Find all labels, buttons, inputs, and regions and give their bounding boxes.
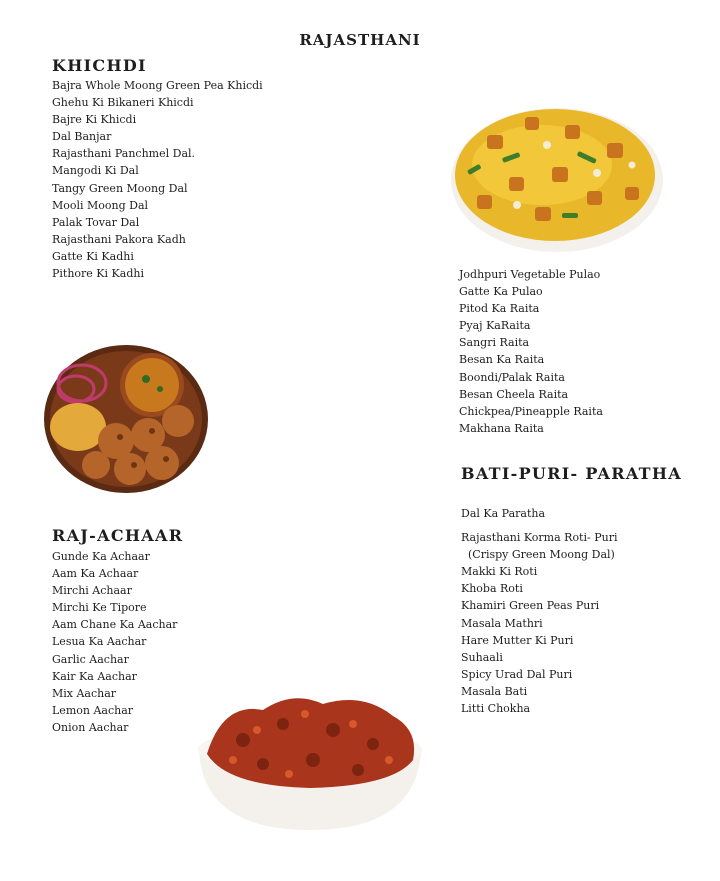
list-item: Jodhpuri Vegetable Pulao xyxy=(459,268,601,281)
list-item: Rajasthani Korma Roti- Puri xyxy=(461,531,618,545)
list-item: Mix Aachar xyxy=(52,686,117,700)
raj-achaar-heading: RAJ-ACHAAR xyxy=(52,526,184,545)
list-item: Mooli Moong Dal xyxy=(52,198,149,212)
list-item: Pitod Ka Raita xyxy=(459,302,540,316)
raj-achaar-list xyxy=(52,548,177,736)
list-item: Onion Aachar xyxy=(52,720,129,734)
list-item: Rajasthani Pakora Kadh xyxy=(52,232,186,246)
list-item: Masala Mathri xyxy=(461,616,543,630)
list-item: Mirchi Ke Tipore xyxy=(52,601,147,615)
list-item: Tangy Green Moong Dal xyxy=(52,181,188,195)
list-item: Lesua Ka Aachar xyxy=(52,635,147,649)
list-item: Khoba Roti xyxy=(461,582,523,596)
list-item: Garlic Aachar xyxy=(52,652,129,666)
list-item: Chickpea/Pineapple Raita xyxy=(459,404,603,418)
list-item: Aam Chane Ka Aachar xyxy=(52,618,178,632)
pulao-plate-image xyxy=(447,95,665,255)
list-item: Makki Ki Roti xyxy=(461,565,538,579)
list-item: Rajasthani Panchmel Dal. xyxy=(52,147,196,161)
list-item: Masala Bati xyxy=(461,684,528,698)
list-item: Gatte Ki Kadhi xyxy=(52,249,134,263)
list-item xyxy=(461,522,617,529)
list-item: Gatte Ka Pulao xyxy=(459,285,543,299)
achaar-bowl-image xyxy=(193,690,427,832)
list-item: Dal Banjar xyxy=(52,130,112,144)
list-item: Litti Chokha xyxy=(461,702,531,716)
dal-bati-plate-image xyxy=(42,343,210,495)
list-item: Gunde Ka Achaar xyxy=(52,550,150,563)
list-item: Palak Tovar Dal xyxy=(52,215,140,229)
list-item: Kair Ka Aachar xyxy=(52,669,137,683)
list-item: (Crispy Green Moong Dal) xyxy=(461,548,615,562)
list-item: Pithore Ki Kadhi xyxy=(52,267,144,281)
list-item: Lemon Aachar xyxy=(52,703,134,717)
list-item: Hare Mutter Ki Puri xyxy=(461,633,574,647)
list-item: Dal Ka Paratha xyxy=(461,507,546,520)
list-item: Mirchi Achaar xyxy=(52,584,132,598)
khichdi-list xyxy=(52,77,263,282)
list-item: Suhaali xyxy=(461,650,503,664)
list-item: Besan Ka Raita xyxy=(459,353,545,367)
bati-puri-paratha-list xyxy=(461,505,617,717)
list-item: Pyaj KaRaita xyxy=(459,319,531,333)
list-item: Besan Cheela Raita xyxy=(459,387,569,401)
list-item: Sangri Raita xyxy=(459,336,530,350)
list-item: Boondi/Palak Raita xyxy=(459,370,565,384)
list-item: Makhana Raita xyxy=(459,421,544,435)
pulao-raita-list xyxy=(459,266,603,437)
list-item: Aam Ka Achaar xyxy=(52,567,139,581)
list-item: Spicy Urad Dal Puri xyxy=(461,667,573,681)
list-item: Bajre Ki Khicdi xyxy=(52,113,137,127)
page-title: RAJASTHANI xyxy=(299,31,421,49)
list-item: Bajra Whole Moong Green Pea Khicdi xyxy=(52,79,263,92)
list-item: Mangodi Ki Dal xyxy=(52,164,139,178)
khichdi-heading: KHICHDI xyxy=(52,56,147,75)
bati-puri-paratha-heading: BATI-PURI- PARATHA xyxy=(461,464,683,483)
list-item: Ghehu Ki Bikaneri Khicdi xyxy=(52,96,194,110)
list-item: Khamiri Green Peas Puri xyxy=(461,599,600,613)
